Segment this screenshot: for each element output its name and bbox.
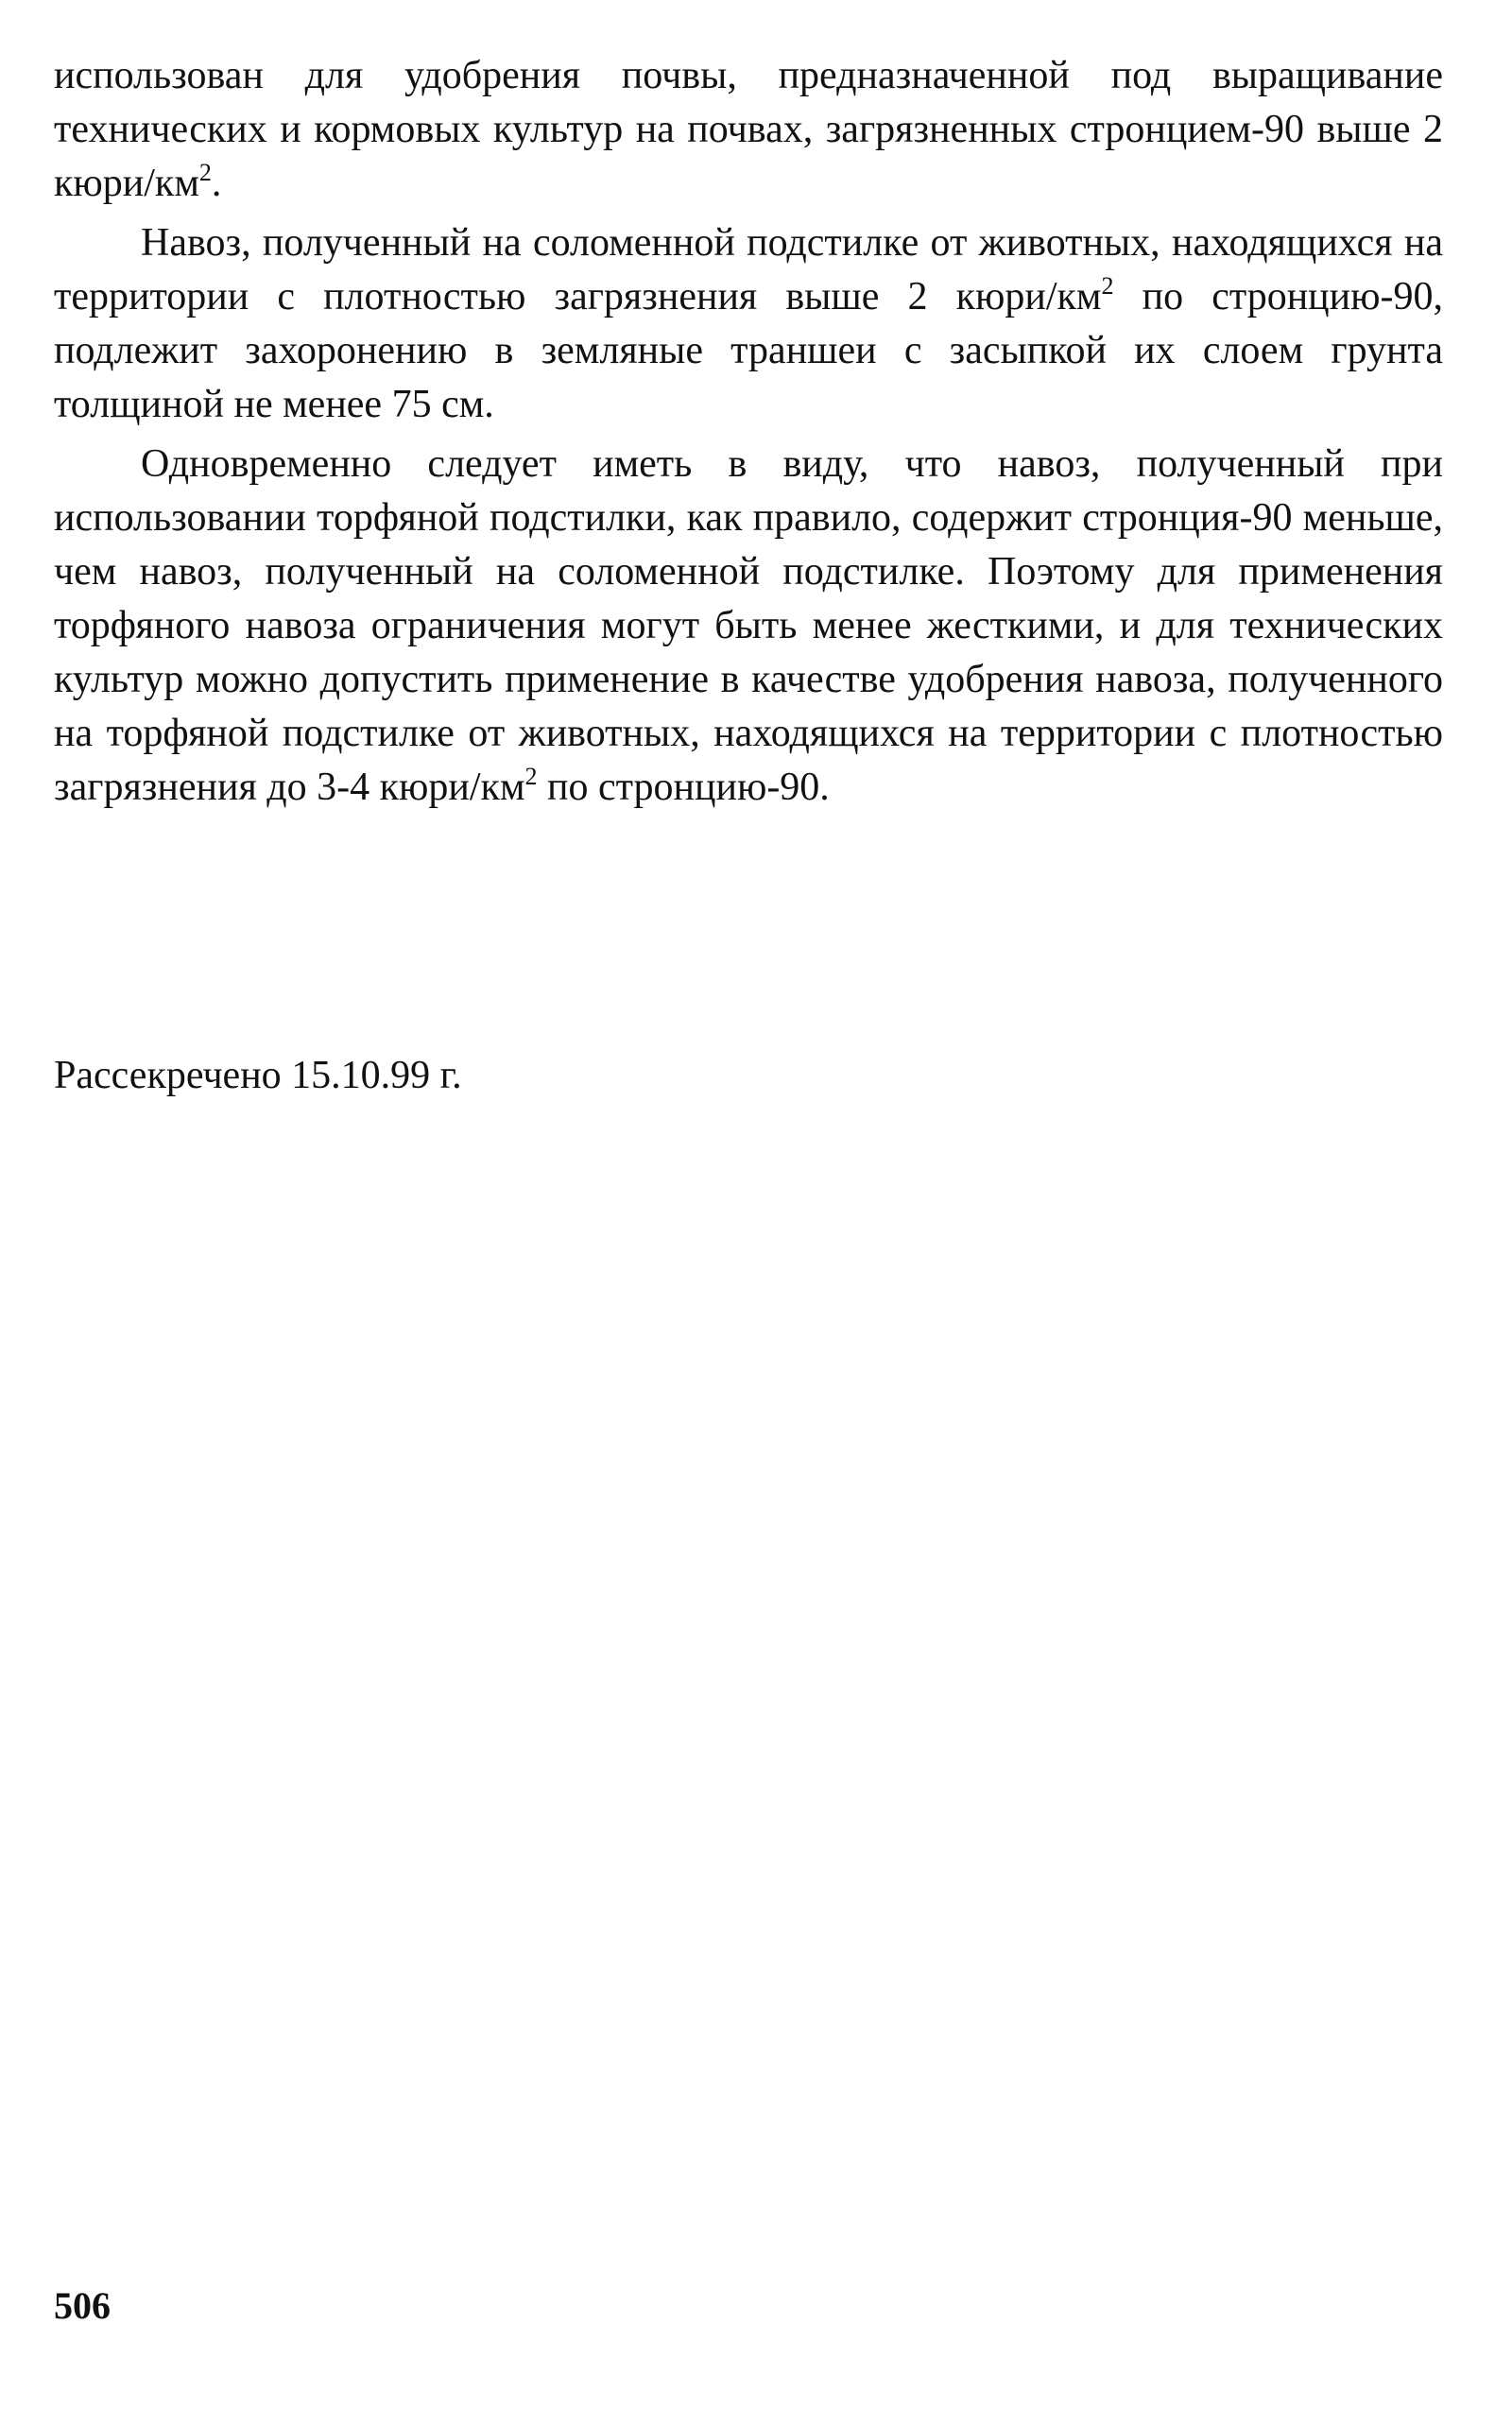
paragraph — [54, 49, 1443, 211]
text-run: использован для удобрения почвы, предназначенной под выращивание технических и кормовых культур на почвах, загрязненных стронцием-90 выше 2 кюри/км — [54, 54, 1443, 205]
text-run: по стронцию-90, подлежит захоронению в земляные траншеи с засыпкой их слоем грунта толщиной не менее 75 см. — [54, 275, 1443, 426]
superscript: 2 — [198, 159, 212, 186]
paragraph — [54, 438, 1443, 815]
text-run: Одновременно следует иметь в виду, что навоз, полученный при использовании торфяной подстилки, как правило, содержит стронция-90 меньше, чем навоз, полученный на соломенной подстилке. Поэтому для применения торфяного навоза ограничения могут быть менее жесткими, и для технических культур можно допустить применение в качестве удобрения навоза, полученного на торфяной подстилке от животных, находящихся на территории с плотностью загрязнения до 3-4 кюри/км — [54, 442, 1443, 809]
paragraph — [54, 216, 1443, 432]
declassified-note: Рассекречено 15.10.99 г. — [54, 1054, 462, 1097]
text-run: по стронцию-90. — [537, 766, 830, 809]
text-run: . — [211, 162, 222, 205]
body-text — [54, 49, 1443, 815]
superscript: 2 — [1101, 272, 1114, 300]
superscript: 2 — [524, 763, 538, 790]
page-number: 506 — [54, 2284, 111, 2327]
text-run: Навоз, полученный на соломенной подстилке от животных, находящихся на территории с плотностью загрязнения выше 2 кюри/км — [54, 221, 1443, 318]
